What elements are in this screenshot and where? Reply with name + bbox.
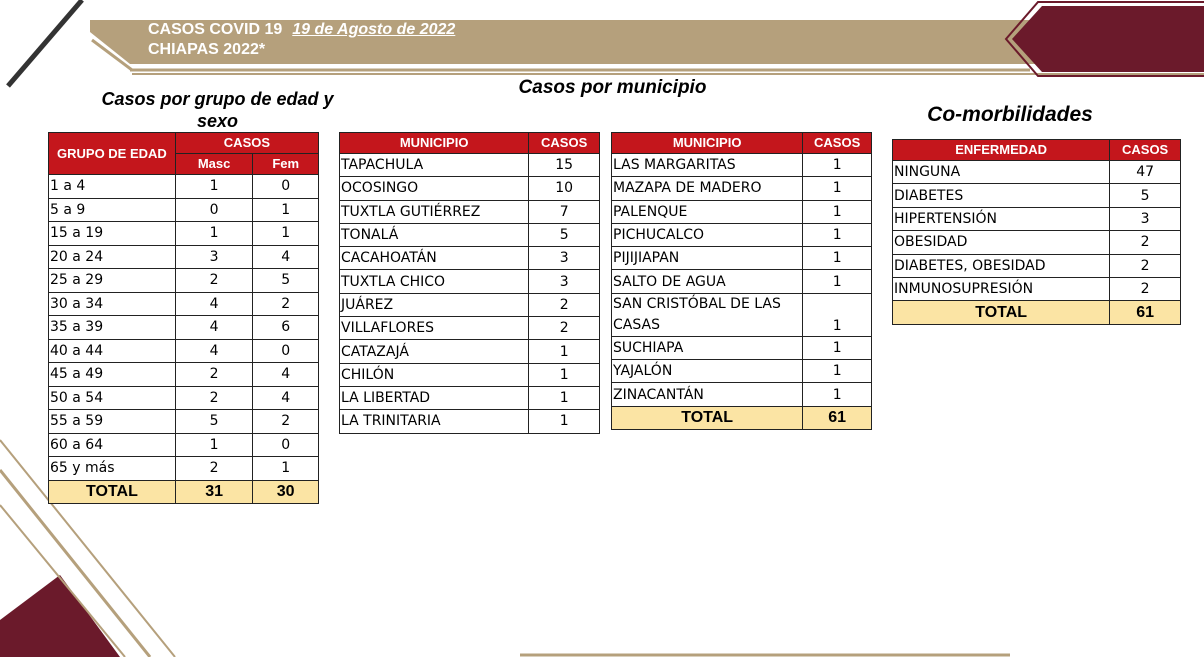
age-group-cell: 40 a 44	[49, 339, 176, 363]
table-row	[612, 177, 872, 200]
total-row	[49, 480, 319, 504]
table-row	[893, 207, 1181, 230]
title-line-2: CHIAPAS 2022*	[148, 41, 266, 58]
table-row	[612, 154, 872, 177]
age-section-title: Casos por grupo de edad y sexo	[101, 89, 334, 131]
municipio-name-cell: CHILÓN	[340, 363, 529, 386]
municipio-name-cell: LA TRINITARIA	[340, 410, 529, 433]
municipio-cases-cell: 15	[529, 154, 600, 177]
municipio-cases-cell: 1	[529, 363, 600, 386]
header-age-group: GRUPO DE EDAD	[49, 133, 176, 175]
disease-cases-cell: 5	[1110, 184, 1181, 207]
table-row	[49, 363, 319, 387]
table-row	[49, 410, 319, 434]
municipio-cases-cell: 1	[803, 200, 872, 223]
table-row	[49, 292, 319, 316]
table-row	[612, 270, 872, 293]
male-cases-cell: 4	[175, 316, 253, 340]
table-row	[340, 386, 600, 409]
municipio-name-cell: LA LIBERTAD	[340, 386, 529, 409]
total-male-cases: 31	[175, 480, 253, 504]
municipio-cases-cell: 1	[803, 247, 872, 270]
total-label: TOTAL	[612, 406, 803, 429]
table-row	[612, 360, 872, 383]
age-group-cell: 25 a 29	[49, 269, 176, 293]
table-row	[612, 200, 872, 223]
municipio-name-cell: SUCHIAPA	[612, 336, 803, 359]
male-cases-cell: 2	[175, 269, 253, 293]
municipio-name-cell: LAS MARGARITAS	[612, 154, 803, 177]
age-group-cell: 1 a 4	[49, 175, 176, 199]
municipio-cases-cell: 1	[803, 336, 872, 359]
age-group-cell: 65 y más	[49, 457, 176, 481]
header-male: Masc	[175, 154, 253, 175]
municipio-cases-cell: 1	[529, 410, 600, 433]
municipio-section-title: Casos por municipio	[518, 77, 707, 98]
female-cases-cell: 4	[253, 245, 319, 269]
female-cases-cell: 2	[253, 292, 319, 316]
total-label: TOTAL	[49, 480, 176, 504]
table-row	[49, 222, 319, 246]
age-group-cell: 55 a 59	[49, 410, 176, 434]
header-municipio: MUNICIPIO	[612, 133, 803, 154]
municipio-name-cell: TAPACHULA	[340, 154, 529, 177]
table-row	[49, 339, 319, 363]
table-row	[340, 154, 600, 177]
total-label: TOTAL	[893, 301, 1110, 324]
male-cases-cell: 0	[175, 198, 253, 222]
disease-name-cell: INMUNOSUPRESIÓN	[893, 277, 1110, 300]
municipio-name-cell: CATAZAJÁ	[340, 340, 529, 363]
table-row	[340, 177, 600, 200]
municipio-cases-cell: 1	[803, 293, 872, 336]
disease-name-cell: DIABETES, OBESIDAD	[893, 254, 1110, 277]
comorbidity-table	[892, 139, 1181, 325]
header-cases: CASOS	[175, 133, 318, 154]
municipio-cases-cell: 1	[529, 386, 600, 409]
municipio-cases-cell: 3	[529, 247, 600, 270]
municipio-name-cell: VILLAFLORES	[340, 317, 529, 340]
table-row	[340, 247, 600, 270]
page-title	[148, 20, 455, 60]
female-cases-cell: 1	[253, 222, 319, 246]
municipio-name-cell: ZINACANTÁN	[612, 383, 803, 406]
table-row	[893, 161, 1181, 184]
disease-cases-cell: 2	[1110, 277, 1181, 300]
municipio-name-cell: PIJIJIAPAN	[612, 247, 803, 270]
municipio-name-cell: TUXTLA CHICO	[340, 270, 529, 293]
municipio-name-cell: TUXTLA GUTIÉRREZ	[340, 200, 529, 223]
table-row	[340, 317, 600, 340]
male-cases-cell: 2	[175, 386, 253, 410]
table-row	[49, 457, 319, 481]
age-group-cell: 45 a 49	[49, 363, 176, 387]
header-casos: CASOS	[529, 133, 600, 154]
male-cases-cell: 2	[175, 363, 253, 387]
table-row	[49, 316, 319, 340]
table-row	[340, 363, 600, 386]
age-sex-table	[48, 132, 319, 504]
female-cases-cell: 4	[253, 363, 319, 387]
municipio-cases-cell: 7	[529, 200, 600, 223]
municipio-cases-cell: 1	[803, 270, 872, 293]
table-row	[893, 231, 1181, 254]
municipio-name-cell: JUÁREZ	[340, 293, 529, 316]
table-row	[49, 245, 319, 269]
disease-name-cell: HIPERTENSIÓN	[893, 207, 1110, 230]
female-cases-cell: 1	[253, 457, 319, 481]
male-cases-cell: 1	[175, 433, 253, 457]
male-cases-cell: 1	[175, 222, 253, 246]
total-municipio-cases: 61	[803, 406, 872, 429]
female-cases-cell: 1	[253, 198, 319, 222]
report-date: 19 de Agosto de 2022	[292, 21, 456, 38]
age-group-cell: 50 a 54	[49, 386, 176, 410]
municipio-cases-cell: 1	[803, 383, 872, 406]
male-cases-cell: 2	[175, 457, 253, 481]
municipio-name-cell: SALTO DE AGUA	[612, 270, 803, 293]
disease-cases-cell: 2	[1110, 254, 1181, 277]
disease-name-cell: NINGUNA	[893, 161, 1110, 184]
municipio-table-1	[339, 132, 600, 434]
total-female-cases: 30	[253, 480, 319, 504]
male-cases-cell: 4	[175, 339, 253, 363]
municipio-cases-cell: 1	[803, 360, 872, 383]
age-group-cell: 15 a 19	[49, 222, 176, 246]
header-municipio: MUNICIPIO	[340, 133, 529, 154]
female-cases-cell: 5	[253, 269, 319, 293]
bottom-left-maroon-triangle	[0, 575, 120, 657]
table-row	[340, 200, 600, 223]
municipio-table-2	[611, 132, 872, 430]
maroon-header-tab	[1012, 6, 1204, 72]
municipio-name-cell: CACAHOATÁN	[340, 247, 529, 270]
age-group-cell: 20 a 24	[49, 245, 176, 269]
municipio-cases-cell: 2	[529, 317, 600, 340]
female-cases-cell: 2	[253, 410, 319, 434]
disease-cases-cell: 47	[1110, 161, 1181, 184]
table-row	[612, 336, 872, 359]
table-row	[340, 223, 600, 246]
municipio-cases-cell: 10	[529, 177, 600, 200]
total-row	[893, 301, 1181, 324]
male-cases-cell: 4	[175, 292, 253, 316]
table-row	[893, 254, 1181, 277]
municipio-name-cell: PICHUCALCO	[612, 223, 803, 246]
table-row	[340, 270, 600, 293]
municipio-name-cell: TONALÁ	[340, 223, 529, 246]
age-group-cell: 30 a 34	[49, 292, 176, 316]
table-row	[49, 386, 319, 410]
municipio-cases-cell: 3	[529, 270, 600, 293]
municipio-cases-cell: 2	[529, 293, 600, 316]
top-left-diagonal-line	[8, 0, 82, 86]
age-group-cell: 5 a 9	[49, 198, 176, 222]
male-cases-cell: 5	[175, 410, 253, 434]
disease-cases-cell: 3	[1110, 207, 1181, 230]
header-casos: CASOS	[1110, 140, 1181, 161]
male-cases-cell: 1	[175, 175, 253, 199]
male-cases-cell: 3	[175, 245, 253, 269]
total-row	[612, 406, 872, 429]
header-disease: ENFERMEDAD	[893, 140, 1110, 161]
table-row	[49, 198, 319, 222]
municipio-name-cell: PALENQUE	[612, 200, 803, 223]
female-cases-cell: 0	[253, 433, 319, 457]
female-cases-cell: 0	[253, 175, 319, 199]
age-group-cell: 60 a 64	[49, 433, 176, 457]
municipio-name-cell: OCOSINGO	[340, 177, 529, 200]
title-line-1: CASOS COVID 19	[148, 21, 283, 38]
disease-name-cell: OBESIDAD	[893, 231, 1110, 254]
female-cases-cell: 4	[253, 386, 319, 410]
female-cases-cell: 6	[253, 316, 319, 340]
table-row	[49, 269, 319, 293]
table-row	[612, 223, 872, 246]
disease-cases-cell: 2	[1110, 231, 1181, 254]
table-row	[893, 184, 1181, 207]
municipio-cases-cell: 1	[803, 223, 872, 246]
age-group-cell: 35 a 39	[49, 316, 176, 340]
municipio-cases-cell: 1	[529, 340, 600, 363]
female-cases-cell: 0	[253, 339, 319, 363]
table-row	[612, 383, 872, 406]
table-row	[340, 340, 600, 363]
comorbidity-section-title: Co-morbilidades	[927, 103, 1093, 126]
table-row	[49, 433, 319, 457]
header-female: Fem	[253, 154, 319, 175]
header-casos: CASOS	[803, 133, 872, 154]
disease-name-cell: DIABETES	[893, 184, 1110, 207]
municipio-name-cell: MAZAPA DE MADERO	[612, 177, 803, 200]
table-row	[340, 293, 600, 316]
table-row	[340, 410, 600, 433]
table-row	[49, 175, 319, 199]
municipio-name-cell: SAN CRISTÓBAL DE LAS CASAS	[612, 293, 803, 336]
municipio-cases-cell: 1	[803, 154, 872, 177]
table-row	[612, 247, 872, 270]
total-comorbidity-cases: 61	[1110, 301, 1181, 324]
municipio-cases-cell: 1	[803, 177, 872, 200]
table-row	[612, 293, 872, 336]
municipio-name-cell: YAJALÓN	[612, 360, 803, 383]
table-row	[893, 277, 1181, 300]
municipio-cases-cell: 5	[529, 223, 600, 246]
